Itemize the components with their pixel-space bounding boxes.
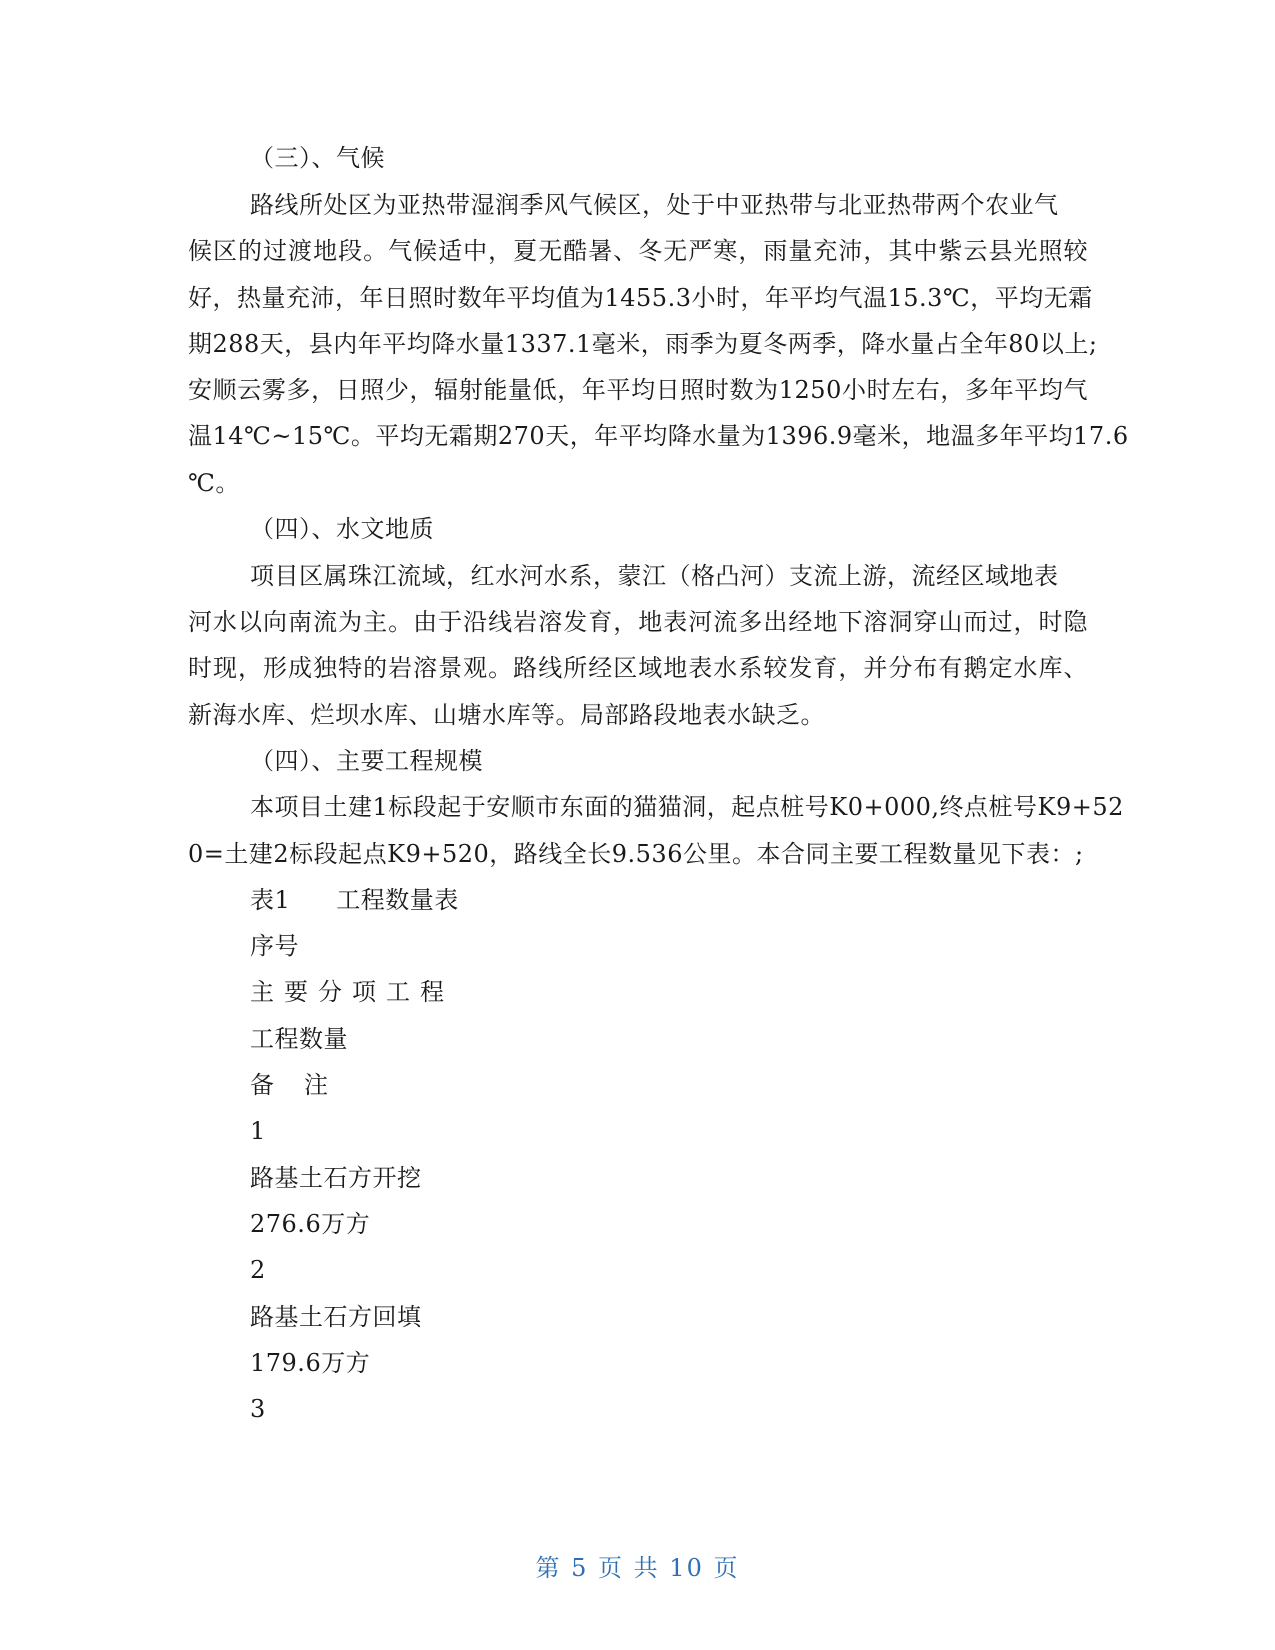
table-header-remarks: 备注 [250, 1071, 358, 1099]
table-header-item: 主要分项工程 [250, 978, 454, 1006]
scale-paragraph-line: 本项目土建1标段起于安顺市东面的猫猫洞，起点桩号K0+000,终点桩号K9+52 [250, 793, 1124, 821]
section-heading-project-scale: （四）、主要工程规模 [250, 747, 483, 775]
climate-paragraph-line: ℃。 [188, 469, 240, 497]
climate-paragraph-line: 安顺云雾多，日照少，辐射能量低，年平均日照时数为1250小时左右，多年平均气 [188, 376, 1088, 404]
table-cell-no: 2 [250, 1256, 266, 1284]
page-number-footer: 第 5 页 共 10 页 [535, 1554, 740, 1582]
table-cell-quantity: 276.6万方 [250, 1210, 371, 1238]
table-cell-no: 1 [250, 1117, 266, 1145]
hydro-paragraph-line: 项目区属珠江流域，红水河水系，蒙江（格凸河）支流上游，流经区域地表 [250, 562, 1059, 590]
table-caption-number: 表1 [250, 886, 291, 914]
table-cell-item: 路基土石方回填 [250, 1303, 422, 1331]
section-heading-hydrogeology: （四）、水文地质 [250, 515, 434, 543]
hydro-paragraph-line: 新海水库、烂坝水库、山塘水库等。局部路段地表水缺乏。 [188, 701, 825, 729]
climate-paragraph-line: 好，热量充沛，年日照时数年平均值为1455.3小时，年平均气温15.3℃，平均无霜 [188, 284, 1093, 312]
table-cell-quantity: 179.6万方 [250, 1349, 371, 1377]
table-cell-item: 路基土石方开挖 [250, 1164, 422, 1192]
hydro-paragraph-line: 时现，形成独特的岩溶景观。路线所经区域地表水系较发育，并分布有鹅定水库、 [188, 654, 1088, 682]
table-header-quantity: 工程数量 [250, 1025, 348, 1053]
climate-paragraph-line: 温14℃~15℃。平均无霜期270天，年平均降水量为1396.9毫米，地温多年平均17.6 [188, 422, 1129, 450]
climate-paragraph-line: 路线所处区为亚热带湿润季风气候区，处于中亚热带与北亚热带两个农业气 [250, 191, 1059, 219]
climate-paragraph-line: 候区的过渡地段。气候适中，夏无酷暑、冬无严寒，雨量充沛，其中紫云县光照较 [188, 237, 1088, 265]
table-caption [250, 885, 459, 915]
scale-paragraph-line: 0=土建2标段起点K9+520，路线全长9.536公里。本合同主要工程数量见下表：; [188, 840, 1084, 868]
hydro-paragraph-line: 河水以向南流为主。由于沿线岩溶发育，地表河流多出经地下溶洞穿山而过，时隐 [188, 608, 1088, 636]
section-heading-climate: （三）、气候 [250, 144, 385, 172]
table-caption-title: 工程数量表 [336, 886, 459, 914]
climate-paragraph-line: 期288天，县内年平均降水量1337.1毫米，雨季为夏冬两季，降水量占全年80以上; [188, 330, 1098, 358]
table-header-no: 序号 [250, 932, 299, 960]
table-cell-no: 3 [250, 1395, 266, 1423]
